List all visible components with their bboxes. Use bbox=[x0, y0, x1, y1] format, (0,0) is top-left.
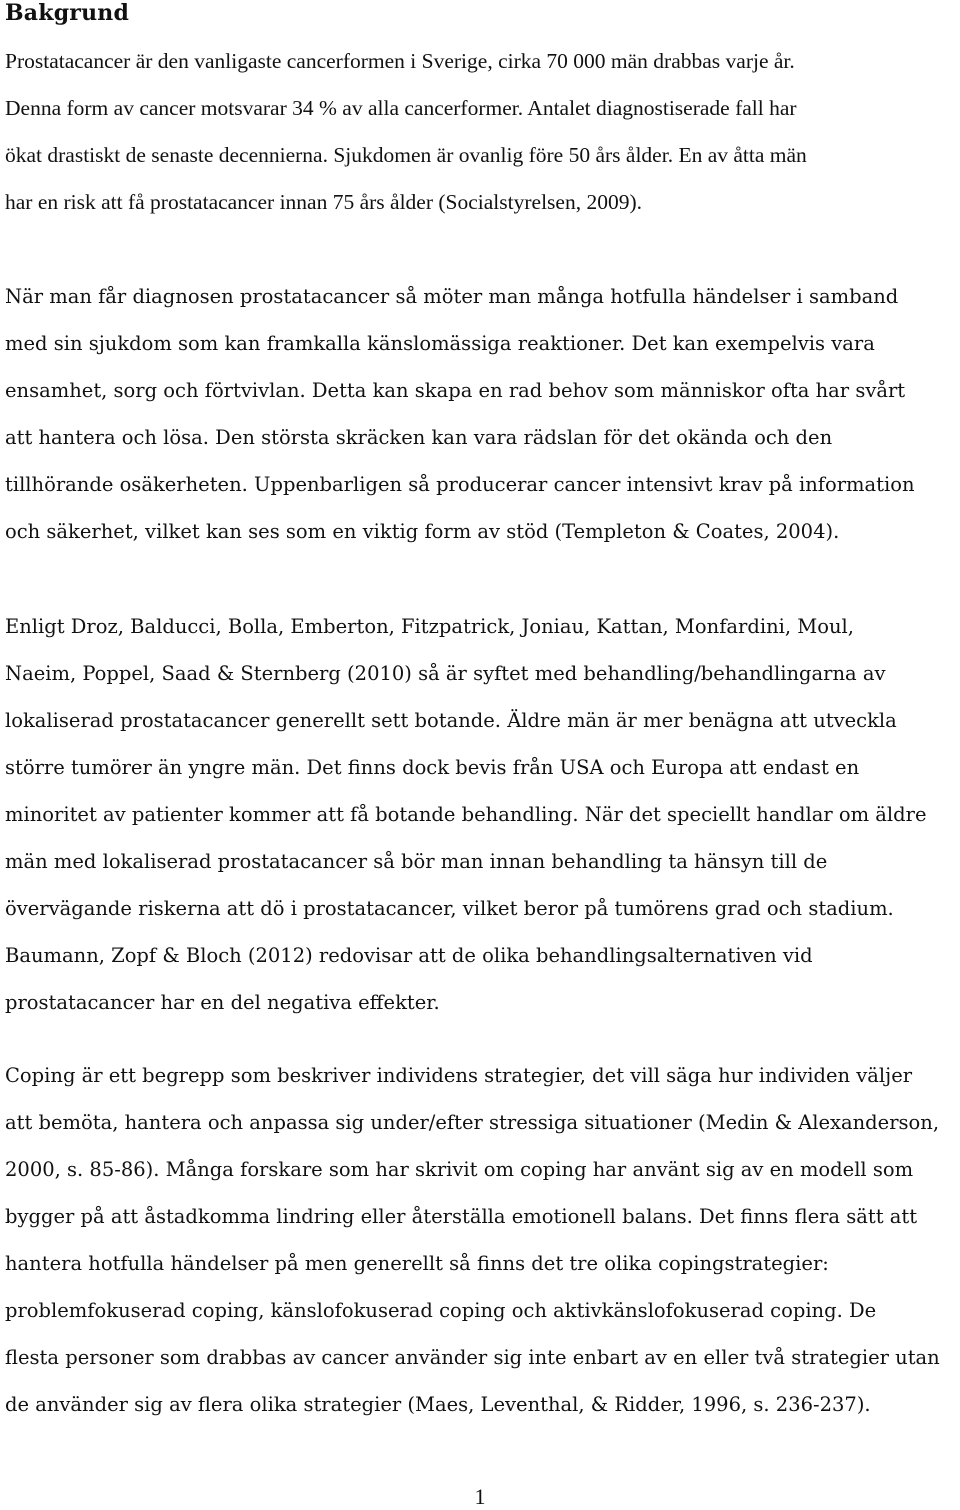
paragraph-line: övervägande riskerna att dö i prostatacancer, vilket beror på tumörens grad och stadium. bbox=[5, 897, 894, 920]
paragraph-line: att hantera och lösa. Den största skräcken kan vara rädslan för det okända och den bbox=[5, 426, 833, 449]
paragraph-line: prostatacancer har en del negativa effekter. bbox=[5, 991, 440, 1014]
paragraph-line: ökat drastiskt de senaste decennierna. Sjukdomen är ovanlig före 50 års ålder. En av åtta män bbox=[5, 143, 807, 167]
paragraph-line: bygger på att åstadkomma lindring eller återställa emotionell balans. Det finns flera sätt att bbox=[5, 1205, 918, 1228]
paragraph-line: 2000, s. 85-86). Många forskare som har skrivit om coping har använt sig av en modell som bbox=[5, 1158, 914, 1181]
paragraph-4 bbox=[5, 1052, 955, 1428]
paragraph-line: lokaliserad prostatacancer generellt sett botande. Äldre män är mer benägna att utveckla bbox=[5, 709, 897, 732]
paragraph-line: flesta personer som drabbas av cancer använder sig inte enbart av en eller två strategier utan bbox=[5, 1346, 940, 1369]
page-number: 1 bbox=[474, 1484, 486, 1509]
paragraph-line: större tumörer än yngre män. Det finns dock bevis från USA och Europa att endast en bbox=[5, 756, 860, 779]
paragraph-line: Coping är ett begrepp som beskriver individens strategier, det vill säga hur individen väljer bbox=[5, 1064, 913, 1087]
paragraph-line: minoritet av patienter kommer att få botande behandling. När det speciellt handlar om äldre bbox=[5, 803, 927, 826]
paragraph-line: de använder sig av flera olika strategier (Maes, Leventhal, & Ridder, 1996, s. 236-237). bbox=[5, 1393, 871, 1416]
paragraph-line: och säkerhet, vilket kan ses som en viktig form av stöd (Templeton & Coates, 2004). bbox=[5, 520, 840, 543]
paragraph-line: med sin sjukdom som kan framkalla känslomässiga reaktioner. Det kan exempelvis vara bbox=[5, 332, 875, 355]
paragraph-line: hantera hotfulla händelser på men generellt så finns det tre olika copingstrategier: bbox=[5, 1252, 829, 1275]
paragraph-line: Denna form av cancer motsvarar 34 % av alla cancerformer. Antalet diagnostiserade fall har bbox=[5, 96, 797, 120]
paragraph-line: problemfokuserad coping, känslofokuserad coping och aktivkänslofokuserad coping. De bbox=[5, 1299, 877, 1322]
paragraph-line: män med lokaliserad prostatacancer så bör man innan behandling ta hänsyn till de bbox=[5, 850, 828, 873]
paragraph-1 bbox=[5, 38, 955, 226]
paragraph-line: När man får diagnosen prostatacancer så möter man många hotfulla händelser i samband bbox=[5, 285, 899, 308]
section-heading: Bakgrund bbox=[5, 0, 130, 26]
paragraph-line: Baumann, Zopf & Bloch (2012) redovisar att de olika behandlingsalternativen vid bbox=[5, 944, 813, 967]
paragraph-line: ensamhet, sorg och förtvivlan. Detta kan skapa en rad behov som människor ofta har svårt bbox=[5, 379, 906, 402]
paragraph-line: Naeim, Poppel, Saad & Sternberg (2010) så är syftet med behandling/behandlingarna av bbox=[5, 662, 886, 685]
paragraph-line: tillhörande osäkerheten. Uppenbarligen så producerar cancer intensivt krav på information bbox=[5, 473, 915, 496]
paragraph-2 bbox=[5, 273, 955, 555]
paragraph-line: att bemöta, hantera och anpassa sig under/efter stressiga situationer (Medin & Alexanderson, bbox=[5, 1111, 940, 1134]
paragraph-line: har en risk att få prostatacancer innan 75 års ålder (Socialstyrelsen, 2009). bbox=[5, 190, 642, 214]
paragraph-line: Prostatacancer är den vanligaste cancerformen i Sverige, cirka 70 000 män drabbas varje år. bbox=[5, 49, 795, 73]
paragraph-3 bbox=[5, 603, 955, 1026]
paragraph-line: Enligt Droz, Balducci, Bolla, Emberton, Fitzpatrick, Joniau, Kattan, Monfardini, Moul, bbox=[5, 615, 854, 638]
